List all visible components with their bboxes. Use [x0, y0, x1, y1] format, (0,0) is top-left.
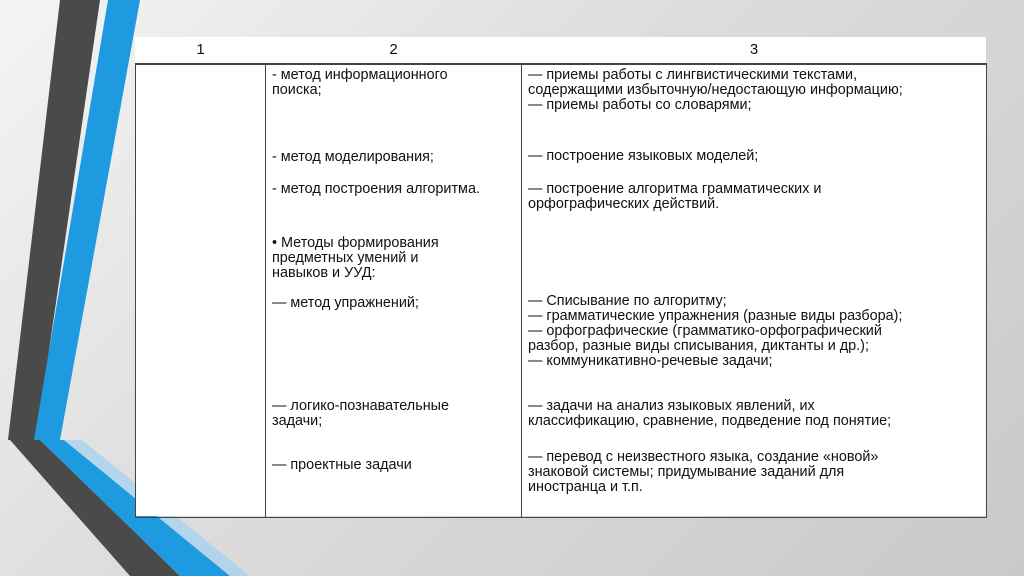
methods-skills-heading: • Методы формирования предметных умений и навыков и УУД: — [272, 235, 439, 281]
techniques-models: — построение языковых моделей; — [528, 148, 759, 164]
techniques-exercises: — Списывание по алгоритму; — грамматические упражнения (разные виды разбора); — орфографические (грамматико-орфографический разбор, разные виды списывания, диктанты и др.); — коммуникативно-речевые задачи; — [528, 293, 903, 369]
header-col-3: 3 — [522, 37, 987, 64]
techniques-projects: — перевод с неизвестного языка, создание «новой» знаковой системы; придумывание заданий для иностранца и т.п. — [528, 449, 879, 495]
col-3-cell — [522, 64, 987, 518]
col-2-cell — [266, 64, 522, 518]
method-info-search: - метод информационного поиска; — [272, 67, 448, 98]
techniques-texts: — приемы работы с лингвистическими текстами, содержащими избыточную/недостающую информацию; — приемы работы со словарями; — [528, 67, 903, 113]
method-modeling: - метод моделирования; — [272, 149, 434, 165]
logic-tasks: — логико-познавательные задачи; — [272, 398, 449, 429]
techniques-algorithm: — построение алгоритма грамматических и орфографических действий. — [528, 181, 822, 212]
methods-table-container — [135, 37, 986, 516]
method-exercises: — метод упражнений; — [272, 295, 419, 311]
techniques-analysis: — задачи на анализ языковых явлений, их классификацию, сравнение, подведение под понятие; — [528, 398, 892, 429]
col-1-cell — [136, 64, 266, 518]
header-col-2: 2 — [266, 37, 522, 64]
header-row — [136, 37, 987, 64]
project-tasks: — проектные задачи — [272, 457, 412, 473]
methods-table — [135, 37, 987, 518]
table-row — [136, 64, 987, 518]
header-col-1: 1 — [136, 37, 266, 64]
method-algorithm: - метод построения алгоритма. — [272, 181, 480, 197]
